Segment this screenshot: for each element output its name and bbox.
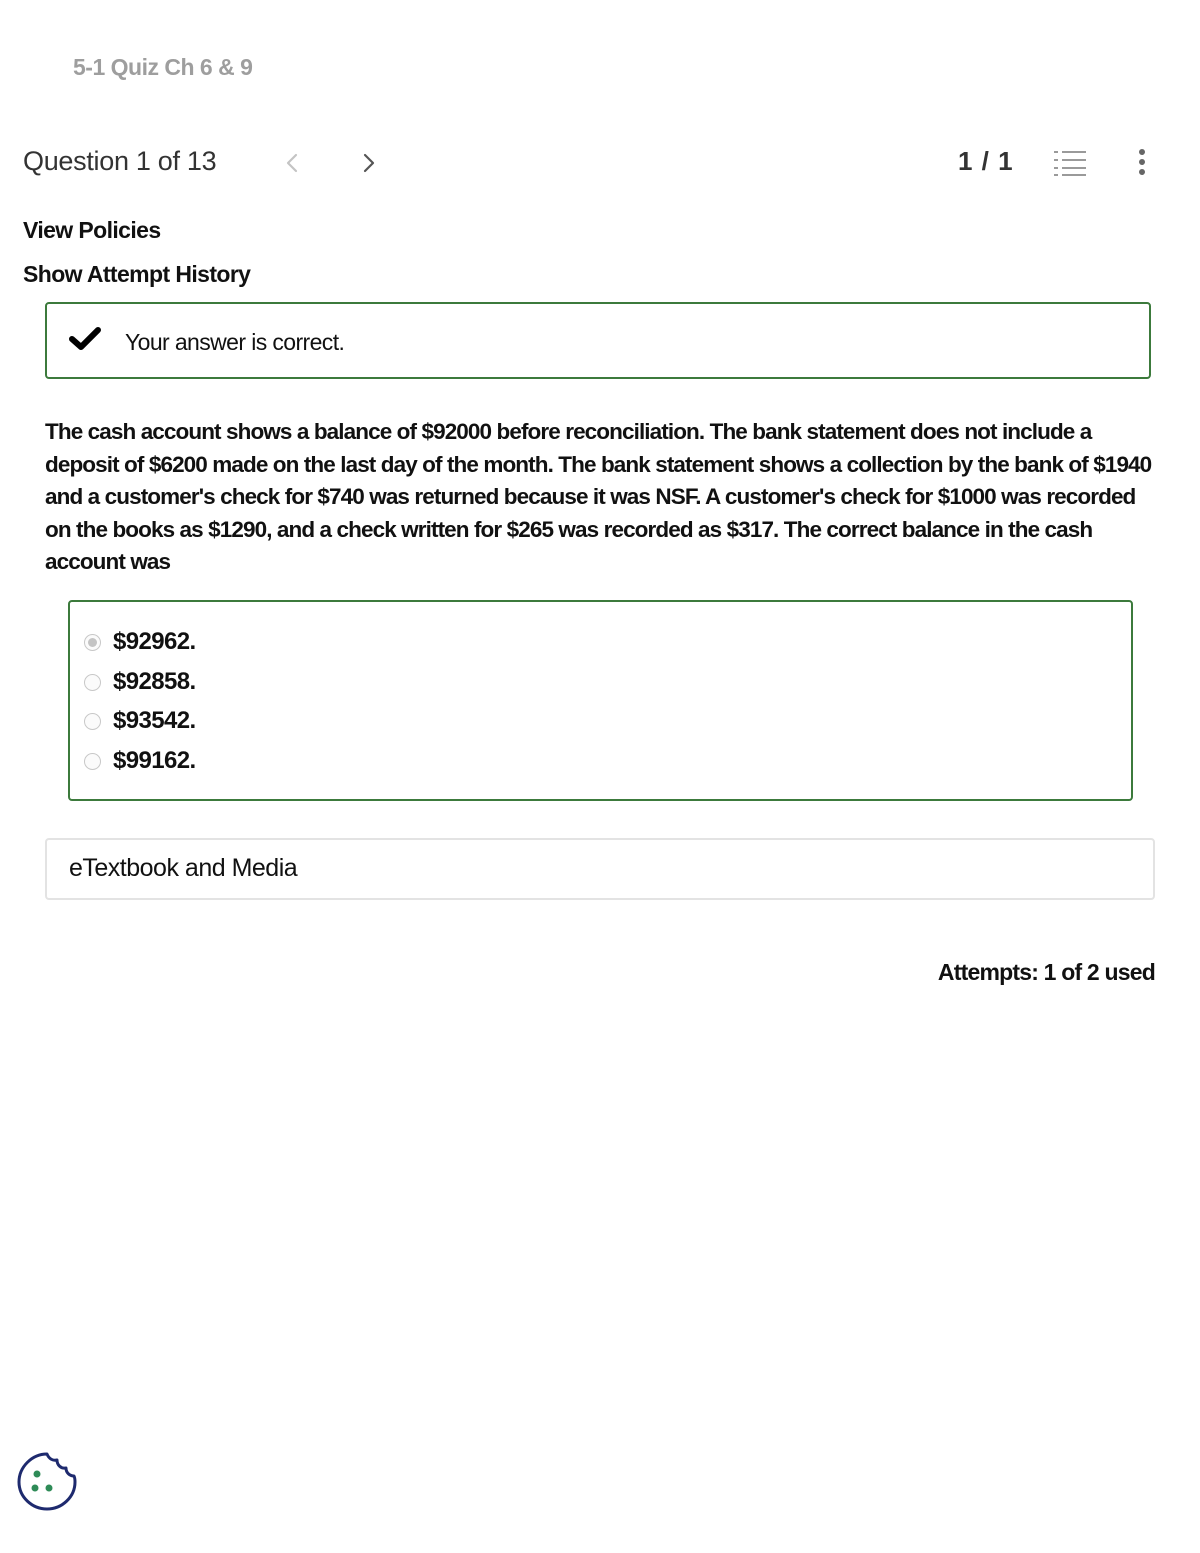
feedback-message: Your answer is correct. <box>125 329 345 355</box>
checkmark-icon <box>69 326 101 352</box>
question-counter: Question 1 of 13 <box>23 146 217 176</box>
question-list-button[interactable] <box>1054 148 1088 178</box>
chevron-left-icon <box>285 152 299 174</box>
question-score: 1 / 1 <box>958 146 1014 176</box>
cookie-settings-button[interactable] <box>16 1450 78 1512</box>
question-navigation <box>0 140 1200 186</box>
radio-button[interactable] <box>84 713 101 730</box>
previous-question-button[interactable] <box>277 146 307 180</box>
answer-option[interactable] <box>84 627 196 657</box>
answer-option-label: $92858. <box>113 668 196 695</box>
answer-option-label: $92962. <box>113 628 196 655</box>
more-vertical-icon <box>1130 146 1154 180</box>
show-attempt-history-link[interactable]: Show Attempt History <box>23 261 251 287</box>
chevron-right-icon <box>362 152 376 174</box>
answer-option[interactable] <box>84 746 196 776</box>
answer-options <box>68 600 1133 801</box>
question-text: The cash account shows a balance of $92000 before reconciliation. The bank statement does not include a deposit of $6200 made on the last day of the month. The bank statement shows a collection by the bank of $1940 and a customer's check for $740 was returned because it was NSF. A customer's check for $1000 was recorded on the books as $1290, and a check written for $265 was recorded as $317. The correct balance in the cash account was <box>45 419 1152 574</box>
view-policies-link[interactable]: View Policies <box>23 217 161 243</box>
answer-option[interactable] <box>84 667 196 697</box>
list-icon <box>1054 148 1088 178</box>
next-question-button[interactable] <box>354 146 384 180</box>
feedback-banner <box>45 302 1151 379</box>
more-options-button[interactable] <box>1130 146 1154 180</box>
radio-button[interactable] <box>84 674 101 691</box>
cookie-icon <box>16 1450 78 1512</box>
etextbook-media-panel[interactable] <box>45 838 1155 900</box>
quiz-title: 5-1 Quiz Ch 6 & 9 <box>73 54 253 80</box>
radio-button[interactable] <box>84 753 101 770</box>
attempts-counter: Attempts: 1 of 2 used <box>937 959 1155 985</box>
answer-option-label: $93542. <box>113 707 196 734</box>
answer-option-label: $99162. <box>113 747 196 774</box>
etextbook-media-label: eTextbook and Media <box>69 854 298 882</box>
answer-option[interactable] <box>84 706 196 736</box>
radio-button-selected[interactable] <box>84 634 101 651</box>
